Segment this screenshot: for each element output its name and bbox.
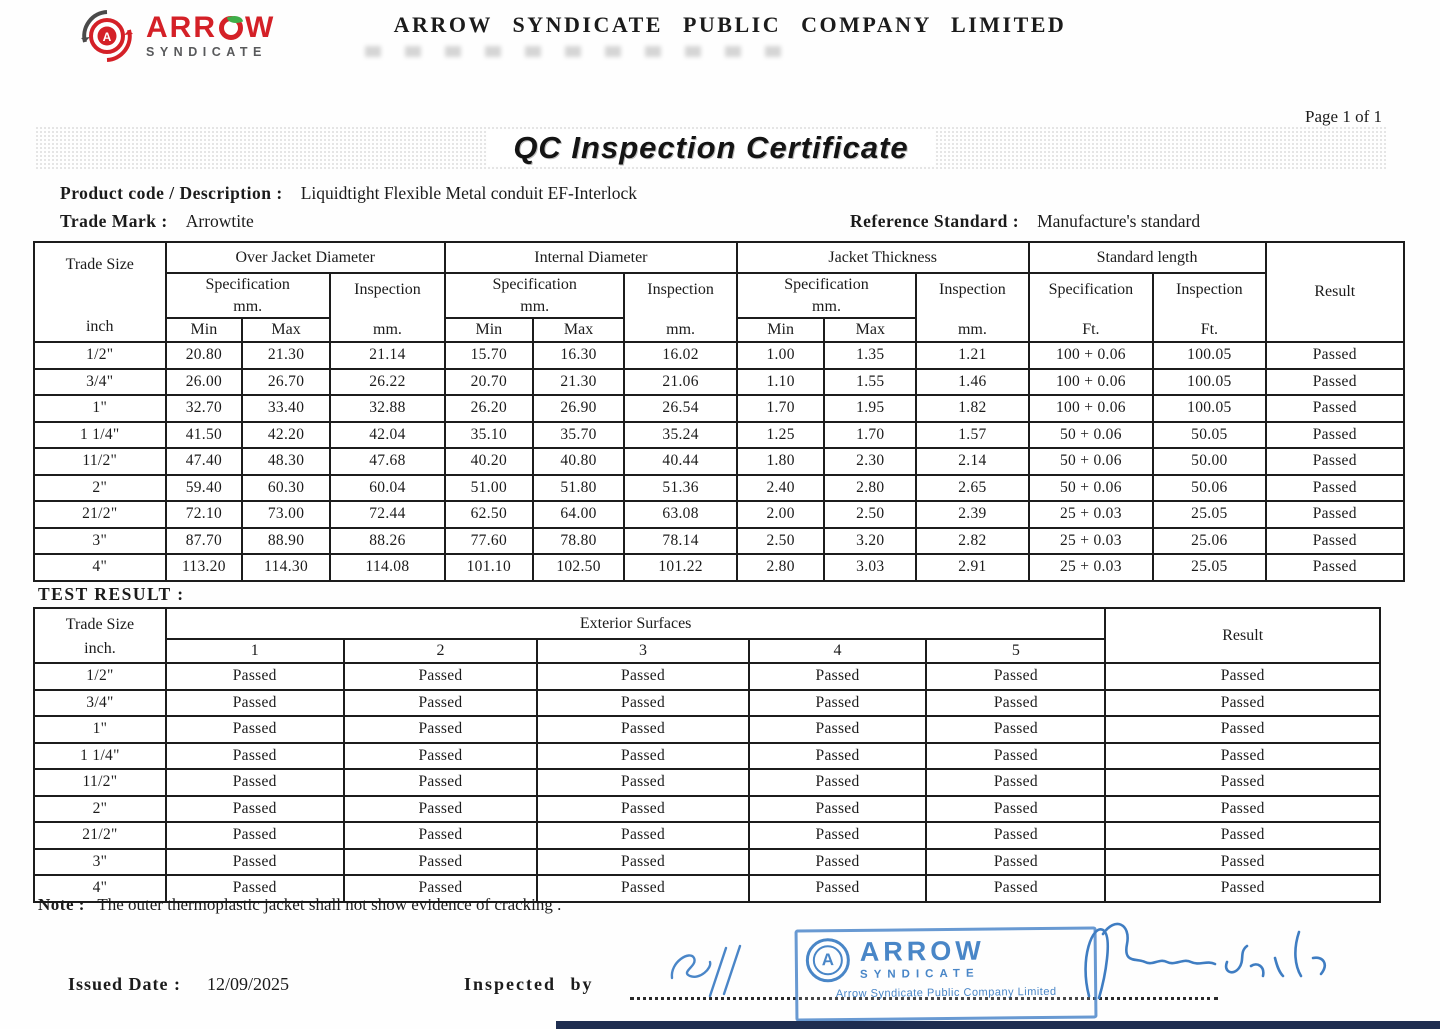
approver-signature-icon	[1075, 918, 1345, 1008]
inspection-cell: 50 + 0.06	[1029, 422, 1154, 449]
issued-date-label: Issued Date :	[68, 974, 182, 994]
inspection-cell: 113.20	[166, 554, 243, 581]
test-result-cell: Passed	[537, 822, 748, 849]
table-row	[34, 554, 1404, 581]
inspection-cell: 72.10	[166, 501, 243, 528]
inspection-cell: 47.40	[166, 448, 243, 475]
inspection-cell: 40.44	[624, 448, 736, 475]
inspector-signature-icon	[660, 938, 790, 1000]
inspection-cell: 100 + 0.06	[1029, 369, 1154, 396]
col-header-result: Result	[1266, 242, 1404, 342]
inspection-cell: 25.05	[1153, 501, 1265, 528]
inspection-cell: 2.40	[737, 475, 825, 502]
inspection-cell: 101.22	[624, 554, 736, 581]
stamp-emblem-icon: A	[806, 938, 850, 982]
test-result-cell: Passed	[749, 663, 927, 690]
inspection-cell: 1.25	[737, 422, 825, 449]
inspection-cell: 48.30	[242, 448, 330, 475]
inspection-cell: Passed	[1266, 395, 1404, 422]
issued-date-row	[68, 974, 289, 995]
test-result-cell: Passed	[926, 690, 1105, 717]
inspection-cell: 4"	[34, 554, 166, 581]
test-result-cell: Passed	[1105, 849, 1380, 876]
inspection-cell: 26.70	[242, 369, 330, 396]
test-result-cell: Passed	[926, 716, 1105, 743]
inspection-cell: Passed	[1266, 342, 1404, 369]
inspection-cell: 50 + 0.06	[1029, 475, 1154, 502]
inspection-cell: 1.80	[737, 448, 825, 475]
issued-date-value: 12/09/2025	[207, 974, 290, 994]
company-stamp	[795, 926, 1098, 1021]
test-result-cell: Passed	[537, 849, 748, 876]
inspection-cell: 1.55	[824, 369, 916, 396]
inspection-cell: 2.00	[737, 501, 825, 528]
inspection-cell: 88.26	[330, 528, 445, 555]
group-header-standard-length: Standard length	[1029, 242, 1266, 273]
trademark-value: Arrowtite	[185, 211, 254, 231]
inspection-cell: 26.00	[166, 369, 243, 396]
col-header-inspection: Inspection mm.	[624, 273, 736, 342]
test-result-cell: Passed	[537, 743, 748, 770]
test-result-cell: Passed	[344, 663, 538, 690]
inspection-cell: 1"	[34, 395, 166, 422]
product-label: Product code / Description :	[60, 183, 283, 203]
group-header-over-jacket: Over Jacket Diameter	[166, 242, 445, 273]
inspection-cell: 25 + 0.03	[1029, 528, 1154, 555]
col-header-trade-size	[34, 242, 166, 342]
test-result-cell: Passed	[537, 716, 748, 743]
inspection-cell: 77.60	[445, 528, 533, 555]
arrow-emblem-icon	[78, 8, 136, 64]
inspection-cell: 1.82	[916, 395, 1028, 422]
inspection-cell: 35.70	[533, 422, 625, 449]
col-header-inspection: Inspection mm.	[916, 273, 1028, 342]
scan-edge-bar	[556, 1021, 1440, 1029]
test-result-cell: Passed	[344, 690, 538, 717]
inspection-cell: 20.70	[445, 369, 533, 396]
test-result-cell: Passed	[344, 796, 538, 823]
test-result-cell: 1"	[34, 716, 166, 743]
inspection-cell: 1/2"	[34, 342, 166, 369]
inspection-cell: Passed	[1266, 448, 1404, 475]
test-result-cell: Passed	[749, 769, 927, 796]
inspection-cell: 21.06	[624, 369, 736, 396]
inspection-cell: 50.00	[1153, 448, 1265, 475]
test-result-cell: Passed	[749, 849, 927, 876]
group-header-exterior-surfaces: Exterior Surfaces	[166, 608, 1105, 639]
note-text: The outer thermoplastic jacket shall not show evidence of cracking .	[97, 895, 562, 914]
test-result-cell: Passed	[749, 690, 927, 717]
test-result-cell: Passed	[926, 796, 1105, 823]
test-result-cell: Passed	[1105, 690, 1380, 717]
inch-label: inch	[85, 318, 114, 336]
inspection-cell: 15.70	[445, 342, 533, 369]
inspection-cell: 40.20	[445, 448, 533, 475]
test-result-table-container	[33, 607, 1381, 903]
inspection-cell: 2.39	[916, 501, 1028, 528]
inspection-cell: 21.30	[242, 342, 330, 369]
inspection-cell: 1.70	[737, 395, 825, 422]
faded-address-line	[365, 46, 795, 57]
inspection-cell: 16.02	[624, 342, 736, 369]
col-header-trade-size: Trade Size inch.	[34, 608, 166, 663]
col-header-surface-1: 1	[166, 639, 344, 663]
test-result-table	[33, 607, 1381, 903]
test-result-cell: Passed	[926, 663, 1105, 690]
col-header-inspection-ft: Inspection Ft.	[1153, 273, 1265, 342]
col-header-min: Min	[737, 318, 825, 342]
col-header-inspection: Inspection mm.	[330, 273, 445, 342]
table-row	[34, 743, 1380, 770]
test-result-cell: Passed	[1105, 743, 1380, 770]
test-result-cell: Passed	[749, 875, 927, 902]
inspection-cell: 100 + 0.06	[1029, 342, 1154, 369]
inspection-cell: 2.80	[737, 554, 825, 581]
test-result-heading: TEST RESULT :	[38, 584, 185, 604]
inspection-cell: 47.68	[330, 448, 445, 475]
inspection-cell: 2.80	[824, 475, 916, 502]
inspection-table-container	[33, 241, 1405, 582]
test-result-cell: Passed	[166, 769, 344, 796]
svg-text:A: A	[102, 30, 112, 44]
table-row	[34, 342, 1404, 369]
col-header-min: Min	[166, 318, 243, 342]
test-result-cell: 11/2"	[34, 769, 166, 796]
logo-subbrand-text: SYNDICATE	[146, 45, 267, 60]
test-result-cell: Passed	[537, 769, 748, 796]
col-header-max: Max	[533, 318, 625, 342]
inspection-cell: 60.04	[330, 475, 445, 502]
note-label: Note :	[38, 895, 85, 914]
col-header-surface-3: 3	[537, 639, 748, 663]
col-header-max: Max	[242, 318, 330, 342]
inspection-cell: 50.06	[1153, 475, 1265, 502]
table-row	[34, 501, 1404, 528]
inspection-cell: 2"	[34, 475, 166, 502]
inspection-cell: 21/2"	[34, 501, 166, 528]
inspection-cell: Passed	[1266, 475, 1404, 502]
test-result-cell: Passed	[537, 663, 748, 690]
inspection-cell: 1.95	[824, 395, 916, 422]
test-result-cell: Passed	[926, 743, 1105, 770]
inspection-cell: 32.88	[330, 395, 445, 422]
title-band	[35, 126, 1387, 170]
inspection-cell: 3.20	[824, 528, 916, 555]
inspection-cell: 78.80	[533, 528, 625, 555]
col-header-specification-ft: Specification Ft.	[1029, 273, 1154, 342]
inspection-cell: 25.06	[1153, 528, 1265, 555]
inspection-cell: 2.65	[916, 475, 1028, 502]
inspection-cell: 11/2"	[34, 448, 166, 475]
inspection-cell: 78.14	[624, 528, 736, 555]
test-result-cell: Passed	[537, 690, 748, 717]
inspection-cell: 1.35	[824, 342, 916, 369]
group-header-jacket-thickness: Jacket Thickness	[737, 242, 1029, 273]
inspection-cell: 100 + 0.06	[1029, 395, 1154, 422]
stamp-company-text: Arrow Syndicate Public Company Limited	[835, 985, 1057, 1001]
inspection-cell: 26.22	[330, 369, 445, 396]
stamp-brand-text: ARROW	[859, 935, 985, 967]
table-row	[34, 475, 1404, 502]
table-row	[34, 849, 1380, 876]
inspection-table	[33, 241, 1405, 582]
test-result-cell: 4"	[34, 875, 166, 902]
test-result-cell: Passed	[1105, 875, 1380, 902]
table-row	[34, 796, 1380, 823]
test-result-cell: Passed	[537, 796, 748, 823]
inspection-cell: 51.80	[533, 475, 625, 502]
group-header-internal-diameter: Internal Diameter	[445, 242, 737, 273]
inspection-cell: 1 1/4"	[34, 422, 166, 449]
test-result-cell: Passed	[166, 743, 344, 770]
test-result-cell: Passed	[537, 875, 748, 902]
col-header-min: Min	[445, 318, 533, 342]
table-row	[34, 369, 1404, 396]
inspection-cell: Passed	[1266, 369, 1404, 396]
inspection-cell: 87.70	[166, 528, 243, 555]
test-result-cell: Passed	[344, 716, 538, 743]
inspection-cell: 25 + 0.03	[1029, 554, 1154, 581]
inspection-cell: 62.50	[445, 501, 533, 528]
inspection-cell: 2.14	[916, 448, 1028, 475]
inspection-cell: 16.30	[533, 342, 625, 369]
test-result-cell: Passed	[926, 849, 1105, 876]
trademark-label: Trade Mark :	[60, 211, 168, 231]
inspection-cell: 59.40	[166, 475, 243, 502]
test-result-cell: Passed	[926, 769, 1105, 796]
inspection-cell: 35.24	[624, 422, 736, 449]
inspection-cell: 100.05	[1153, 342, 1265, 369]
test-result-cell: Passed	[926, 875, 1105, 902]
test-result-cell: Passed	[749, 716, 927, 743]
leaf-o-icon	[219, 16, 243, 40]
inspection-cell: 63.08	[624, 501, 736, 528]
inspection-cell: 50.05	[1153, 422, 1265, 449]
inspection-cell: 2.30	[824, 448, 916, 475]
inspection-cell: 41.50	[166, 422, 243, 449]
logo-brand-text: ARR W	[146, 11, 276, 45]
table-row	[34, 448, 1404, 475]
test-result-cell: Passed	[1105, 822, 1380, 849]
inspection-cell: 88.90	[242, 528, 330, 555]
inspection-cell: 100.05	[1153, 395, 1265, 422]
inspection-cell: 2.50	[824, 501, 916, 528]
inspection-cell: Passed	[1266, 422, 1404, 449]
inspection-cell: 2.82	[916, 528, 1028, 555]
test-result-cell: 1 1/4"	[34, 743, 166, 770]
test-result-cell: Passed	[344, 875, 538, 902]
test-result-cell: Passed	[344, 743, 538, 770]
trademark-row	[60, 211, 254, 232]
inspection-cell: 32.70	[166, 395, 243, 422]
inspection-cell: 26.90	[533, 395, 625, 422]
inspection-cell: 2.50	[737, 528, 825, 555]
test-result-cell: Passed	[344, 769, 538, 796]
col-header-max: Max	[824, 318, 916, 342]
test-result-cell: Passed	[344, 822, 538, 849]
page-indicator: Page 1 of 1	[1305, 107, 1382, 126]
inspection-cell: 51.36	[624, 475, 736, 502]
test-result-cell: 1/2"	[34, 663, 166, 690]
inspection-cell: 42.20	[242, 422, 330, 449]
test-result-cell: Passed	[926, 822, 1105, 849]
col-header-specification: Specification mm.	[166, 273, 330, 318]
reference-value: Manufacture's standard	[1037, 211, 1201, 231]
inspection-cell: 1.70	[824, 422, 916, 449]
note-line	[38, 895, 561, 915]
company-name: ARROW SYNDICATE PUBLIC COMPANY LIMITED	[393, 12, 1067, 37]
inspection-cell: 1.00	[737, 342, 825, 369]
table-row	[34, 822, 1380, 849]
test-result-cell: Passed	[1105, 769, 1380, 796]
trade-size-label: Trade Size	[65, 256, 134, 274]
inspection-cell: 51.00	[445, 475, 533, 502]
col-header-specification: Specification mm.	[445, 273, 624, 318]
col-header-surface-5: 5	[926, 639, 1105, 663]
reference-label: Reference Standard :	[850, 211, 1020, 231]
company-logo	[78, 8, 275, 64]
test-result-cell: Passed	[1105, 663, 1380, 690]
test-result-cell: Passed	[166, 796, 344, 823]
inspection-cell: 1.21	[916, 342, 1028, 369]
inspection-cell: 102.50	[533, 554, 625, 581]
col-header-result: Result	[1105, 608, 1380, 663]
inspection-cell: 101.10	[445, 554, 533, 581]
test-result-cell: 2"	[34, 796, 166, 823]
col-header-surface-2: 2	[344, 639, 538, 663]
inspection-cell: 1.46	[916, 369, 1028, 396]
inspection-cell: 40.80	[533, 448, 625, 475]
inspection-cell: 3/4"	[34, 369, 166, 396]
stamp-subbrand-text: SYNDICATE	[859, 967, 980, 981]
reference-row	[850, 211, 1200, 232]
inspection-cell: Passed	[1266, 528, 1404, 555]
col-header-surface-4: 4	[749, 639, 927, 663]
inspection-cell: 25 + 0.03	[1029, 501, 1154, 528]
document-title: QC Inspection Certificate	[487, 130, 934, 166]
inspection-cell: 42.04	[330, 422, 445, 449]
inspection-cell: 60.30	[242, 475, 330, 502]
inspection-cell: 26.20	[445, 395, 533, 422]
table-row	[34, 690, 1380, 717]
test-result-cell: Passed	[166, 822, 344, 849]
test-result-cell: Passed	[166, 663, 344, 690]
test-result-cell: 3/4"	[34, 690, 166, 717]
test-result-cell: Passed	[1105, 716, 1380, 743]
test-result-cell: Passed	[344, 849, 538, 876]
test-result-cell: Passed	[166, 716, 344, 743]
inspection-cell: 20.80	[166, 342, 243, 369]
test-result-cell: 3"	[34, 849, 166, 876]
col-header-specification: Specification mm.	[737, 273, 916, 318]
test-result-cell: Passed	[749, 822, 927, 849]
inspection-cell: 114.30	[242, 554, 330, 581]
product-value: Liquidtight Flexible Metal conduit EF-Interlock	[300, 183, 638, 203]
test-result-cell: Passed	[166, 875, 344, 902]
inspection-cell: 26.54	[624, 395, 736, 422]
inspection-cell: 33.40	[242, 395, 330, 422]
inspection-cell: 73.00	[242, 501, 330, 528]
inspection-cell: 21.14	[330, 342, 445, 369]
logo-wordmark	[146, 13, 275, 59]
inspection-cell: 35.10	[445, 422, 533, 449]
inspection-cell: 1.57	[916, 422, 1028, 449]
inspection-cell: 100.05	[1153, 369, 1265, 396]
inspection-cell: 64.00	[533, 501, 625, 528]
test-result-cell: 21/2"	[34, 822, 166, 849]
inspection-cell: 50 + 0.06	[1029, 448, 1154, 475]
product-row	[60, 183, 637, 204]
table-row	[34, 528, 1404, 555]
inspection-cell: 2.91	[916, 554, 1028, 581]
test-result-cell: Passed	[749, 743, 927, 770]
inspected-by-label: Inspected by	[464, 974, 594, 994]
inspection-cell: 3"	[34, 528, 166, 555]
inspection-cell: 1.10	[737, 369, 825, 396]
table-row	[34, 422, 1404, 449]
table-row	[34, 663, 1380, 690]
inspection-cell: Passed	[1266, 554, 1404, 581]
test-result-cell: Passed	[166, 849, 344, 876]
inspection-cell: 21.30	[533, 369, 625, 396]
inspection-cell: Passed	[1266, 501, 1404, 528]
test-result-cell: Passed	[749, 796, 927, 823]
table-row	[34, 769, 1380, 796]
inspection-cell: 114.08	[330, 554, 445, 581]
test-result-cell: Passed	[166, 690, 344, 717]
inspection-cell: 72.44	[330, 501, 445, 528]
table-row	[34, 716, 1380, 743]
test-result-cell: Passed	[1105, 796, 1380, 823]
table-row	[34, 395, 1404, 422]
inspection-cell: 25.05	[1153, 554, 1265, 581]
inspection-cell: 3.03	[824, 554, 916, 581]
